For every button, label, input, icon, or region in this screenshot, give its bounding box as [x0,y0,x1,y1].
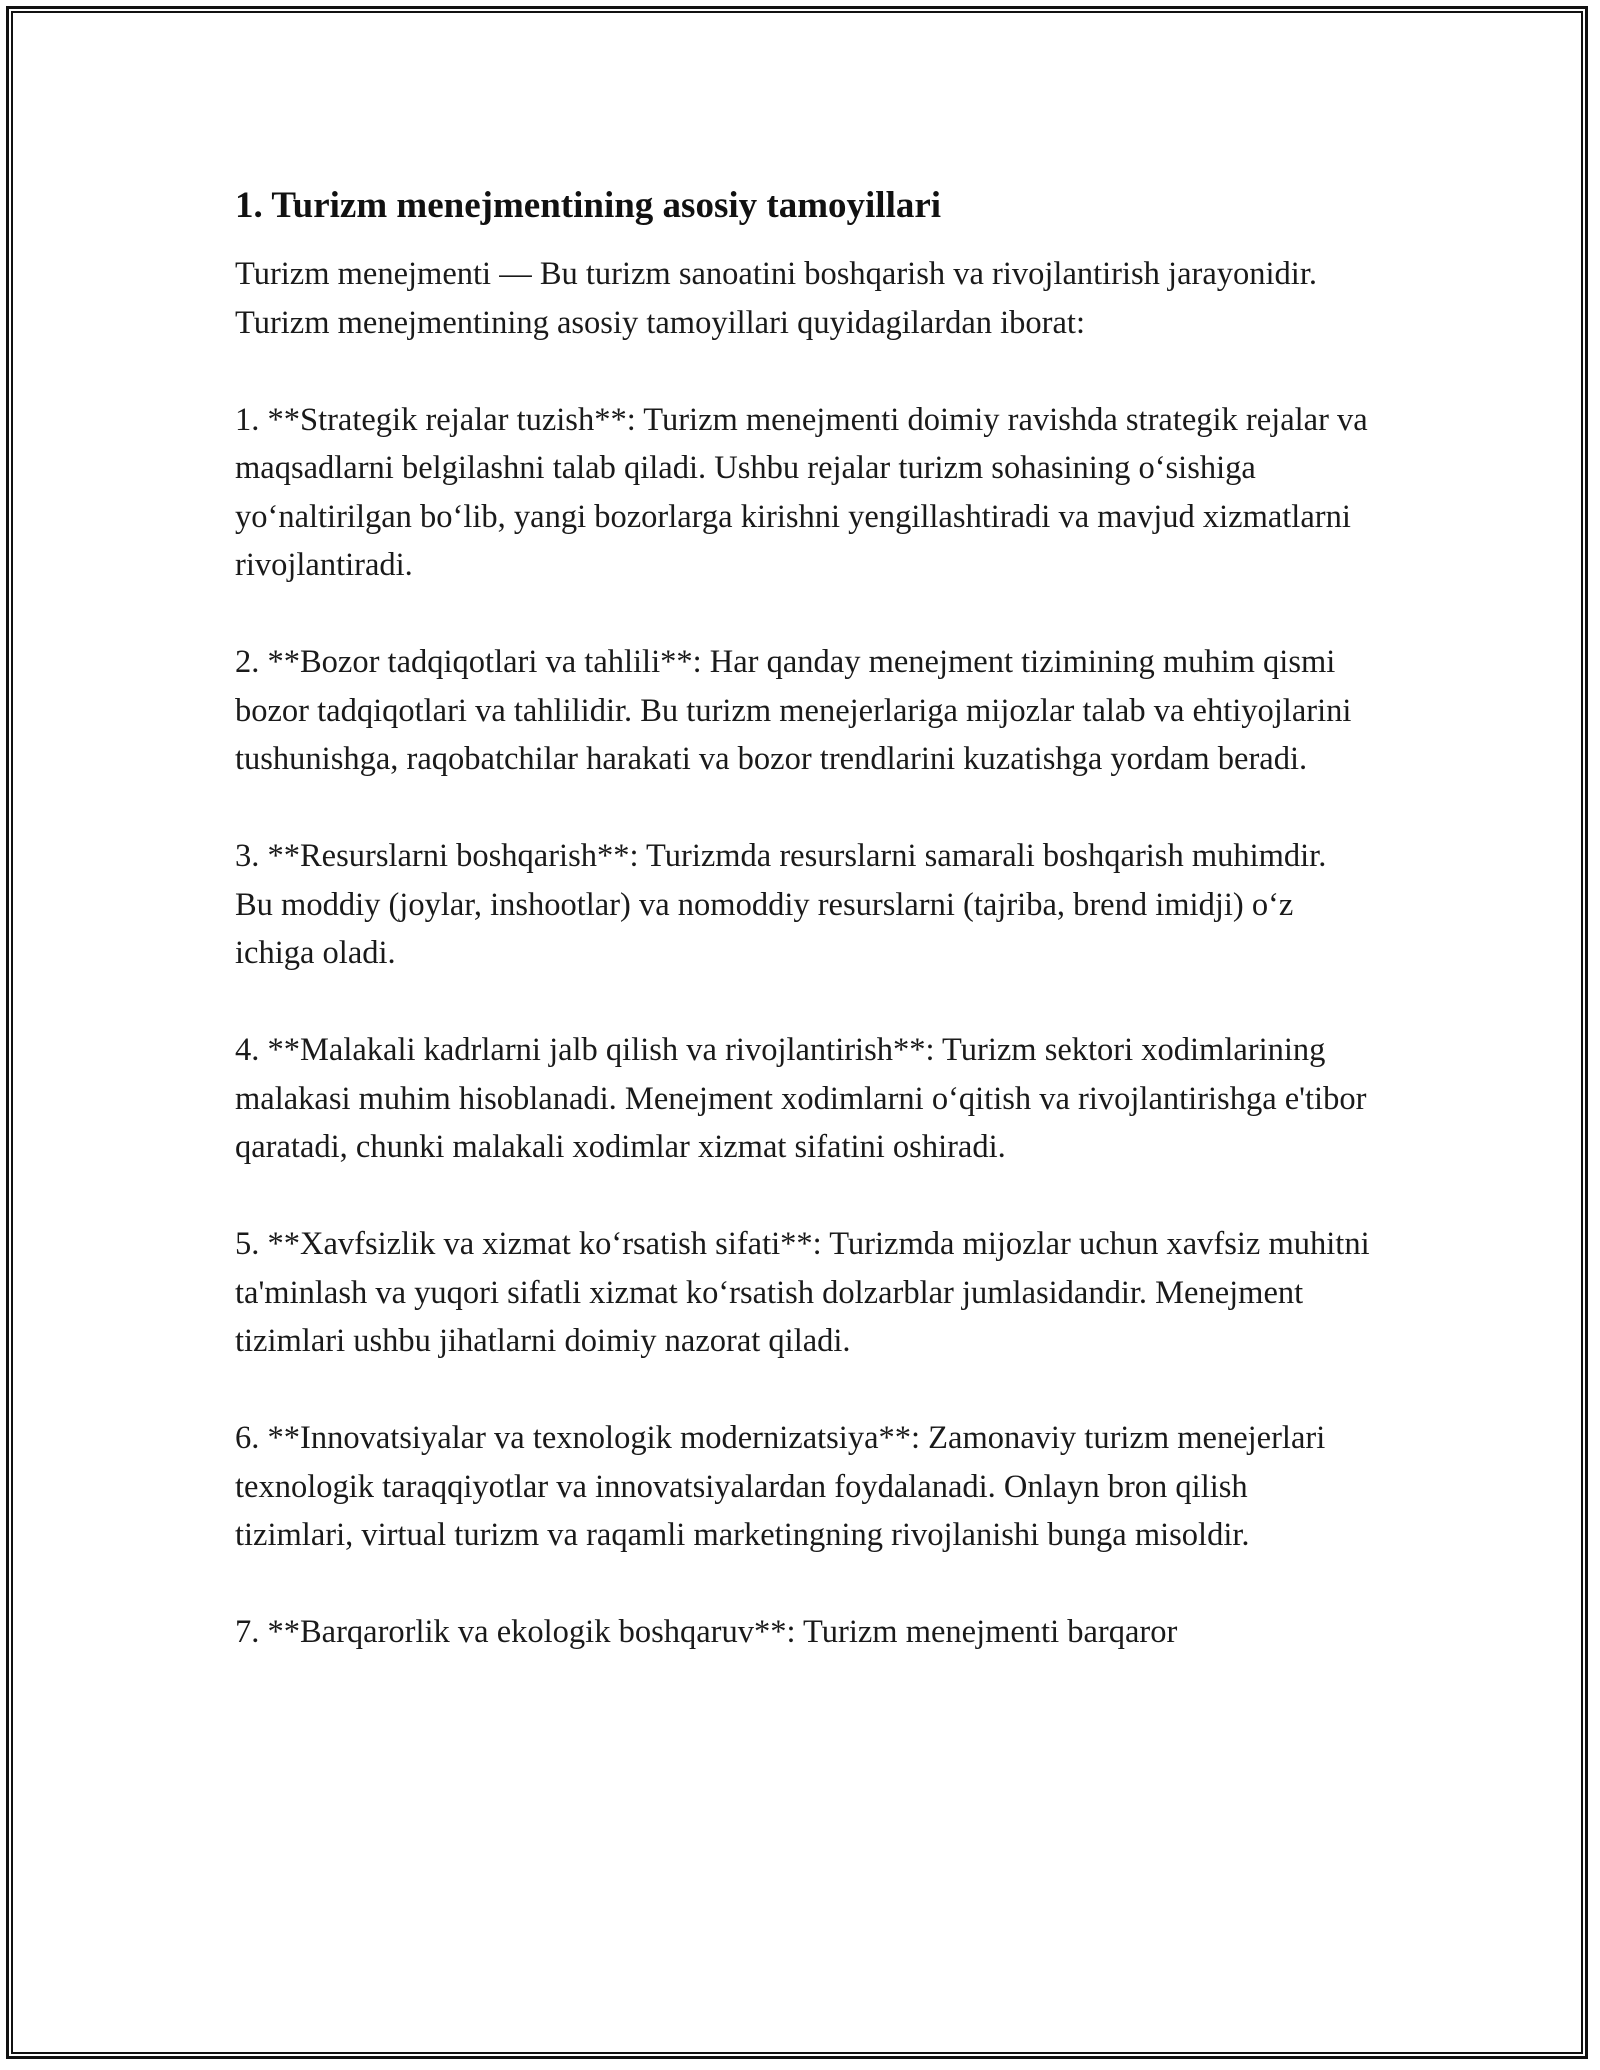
intro-paragraph: Turizm menejmenti — Bu turizm sanoatini boshqarish va rivojlantirish jarayonidir. Turizm menejmentining asosiy tamoyillari quyidagilardan iborat: [235,256,1317,341]
document-body [235,182,1370,1657]
list-item-2: 2. **Bozor tadqiqotlari va tahlili**: Har qanday menejment tizimining muhim qismi bozor tadqiqotlari va tahlilidir. Bu turizm menejerlariga mijozlar talab va ehtiyojlarini tushunishga, raqobatchilar harakati va bozor trendlarini kuzatishga yordam beradi. [235,644,1352,777]
list-item-7: 7. **Barqarorlik va ekologik boshqaruv**: Turizm menejmenti barqaror [235,1614,1178,1650]
list-item-4: 4. **Malakali kadrlarni jalb qilish va rivojlantirish**: Turizm sektori xodimlarining malakasi muhim hisoblanadi. Menejment xodimlarni o‘qitish va rivojlantirishga e'tibor qaratadi, chunki malakali xodimlar xizmat sifatini oshiradi. [235,1032,1367,1165]
list-item-1: 1. **Strategik rejalar tuzish**: Turizm menejmenti doimiy ravishda strategik rejalar va maqsadlarni belgilashni talab qiladi. Ushbu rejalar turizm sohasining o‘sishiga yo‘naltirilgan bo‘lib, yangi bozorlarga kirishni yengillashtiradi va mavjud xizmatlarni rivojlantiradi. [235,401,1368,583]
list-item-3: 3. **Resurslarni boshqarish**: Turizmda resurslarni samarali boshqarish muhimdir. Bu moddiy (joylar, inshootlar) va nomoddiy resurslarni (tajriba, brend imidji) o‘z ichiga oladi. [235,838,1327,971]
list-item-6: 6. **Innovatsiyalar va texnologik modernizatsiya**: Zamonaviy turizm menejerlari texnologik taraqqiyotlar va innovatsiyalardan foydalanadi. Onlayn bron qilish tizimlari, virtual turizm va raqamli marketingning rivojlanishi bunga misoldir. [235,1420,1326,1553]
document-title: 1. Turizm menejmentining asosiy tamoyillari [235,185,942,226]
list-item-5: 5. **Xavfsizlik va xizmat ko‘rsatish sifati**: Turizmda mijozlar uchun xavfsiz muhitni ta'minlash va yuqori sifatli xizmat ko‘rsatish dolzarblar jumlasidandir. Menejment tizimlari ushbu jihatlarni doimiy nazorat qiladi. [235,1226,1370,1359]
